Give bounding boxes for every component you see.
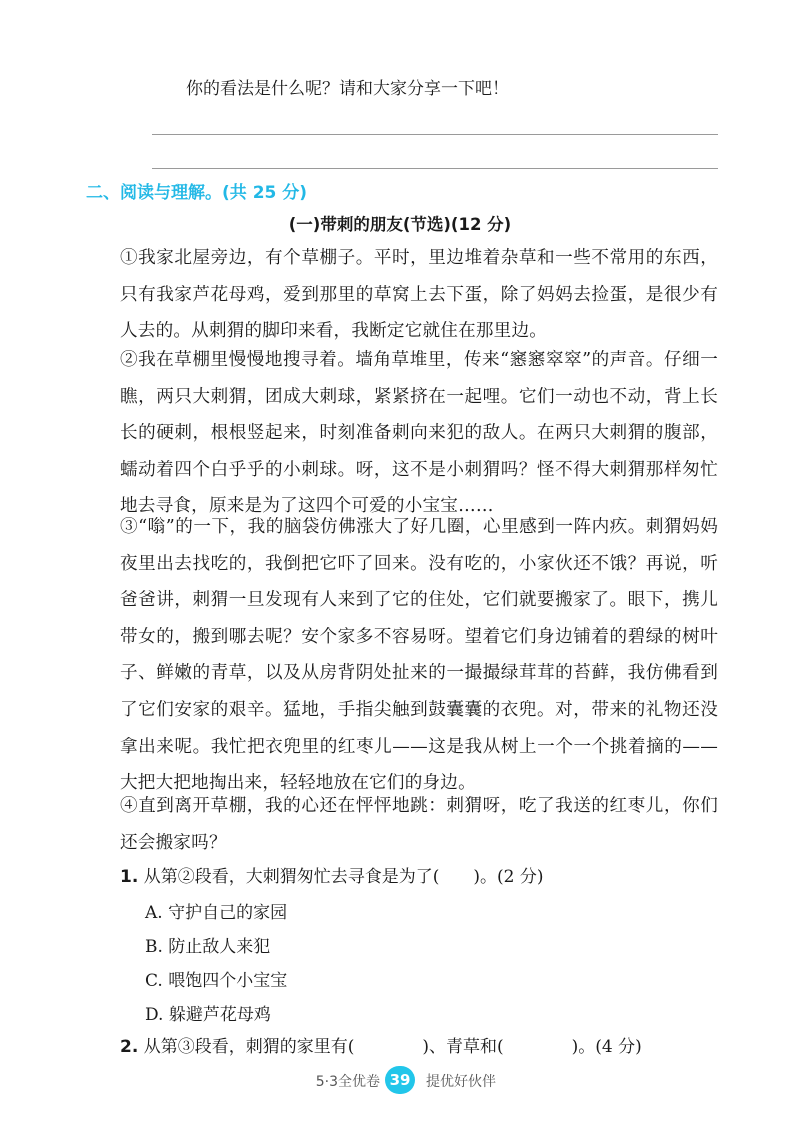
- passage-paragraph-1: ①我家北屋旁边，有个草棚子。平时，里边堆着杂草和一些不常用的东西，只有我家芦花母鸡，爱到那里的草窝上去下蛋，除了妈妈去捡蛋，是很少有人去的。从刺猬的脚印来看，我断定它就住在那里边。: [120, 248, 718, 342]
- question-1-option-d[interactable]: D. 躲避芦花母鸡: [145, 1005, 271, 1025]
- section-title: 二、阅读与理解。(共 25 分): [86, 183, 308, 203]
- question-2-number: 2.: [120, 1037, 139, 1057]
- page-footer: [0, 1066, 800, 1094]
- question-2: [120, 1032, 642, 1057]
- question-1-option-b[interactable]: B. 防止敌人来犯: [145, 937, 271, 957]
- footer-slogan: 提优好伙伴: [426, 1074, 496, 1090]
- answer-line-1: [152, 134, 718, 135]
- question-1: [120, 862, 543, 887]
- passage-paragraph-3: ③“嗡”的一下，我的脑袋仿佛涨大了好几圈，心里感到一阵内疚。刺猬妈妈夜里出去找吃的，我倒把它吓了回来。没有吃的，小家伙还不饿？再说，听爸爸讲，刺猬一旦发现有人来到了它的住处，它们就要搬家了。眼下，携儿带女的，搬到哪去呢？安个家多不容易呀。望着它们身边铺着的碧绿的树叶子、鲜嫩的青草，以及从房背阴处扯来的一撮撮绿茸茸的苔藓，我仿佛看到了它们安家的艰辛。猛地，手指尖触到鼓囊囊的衣兜。对，带来的礼物还没拿出来呢。我忙把衣兜里的红枣儿——这是我从树上一个一个挑着摘的——大把大把地掏出来，轻轻地放在它们的身边。: [120, 517, 718, 794]
- answer-line-2: [152, 168, 718, 169]
- question-2-text: 从第③段看，刺猬的家里有( )、青草和( )。(4 分): [143, 1037, 642, 1057]
- page-number-badge: 39: [385, 1066, 415, 1094]
- question-1-option-a[interactable]: A. 守护自己的家园: [145, 903, 288, 923]
- question-1-option-c[interactable]: C. 喂饱四个小宝宝: [145, 971, 288, 991]
- prompt-line: 你的看法是什么呢？请和大家分享一下吧！: [186, 79, 509, 99]
- passage-paragraph-2: ②我在草棚里慢慢地搜寻着。墙角草堆里，传来“窸窸窣窣”的声音。仔细一瞧，两只大刺猬，团成大刺球，紧紧挤在一起哩。它们一动也不动，背上长长的硬刺，根根竖起来，时刻准备刺向来犯的敌人。在两只大刺猬的腹部，蠕动着四个白乎乎的小刺球。呀，这不是小刺猬吗？怪不得大刺猬那样匆忙地去寻食，原来是为了这四个可爱的小宝宝……: [120, 350, 718, 517]
- question-1-number: 1.: [120, 867, 139, 887]
- question-1-text: 从第②段看，大刺猬匆忙去寻食是为了( )。(2 分): [143, 867, 544, 887]
- passage-title: (一)带刺的朋友(节选)(12 分): [288, 215, 512, 234]
- footer-brand: 5·3全优卷: [315, 1074, 380, 1090]
- passage-paragraph-4: ④直到离开草棚，我的心还在怦怦地跳：刺猬呀，吃了我送的红枣儿，你们还会搬家吗？: [120, 796, 718, 853]
